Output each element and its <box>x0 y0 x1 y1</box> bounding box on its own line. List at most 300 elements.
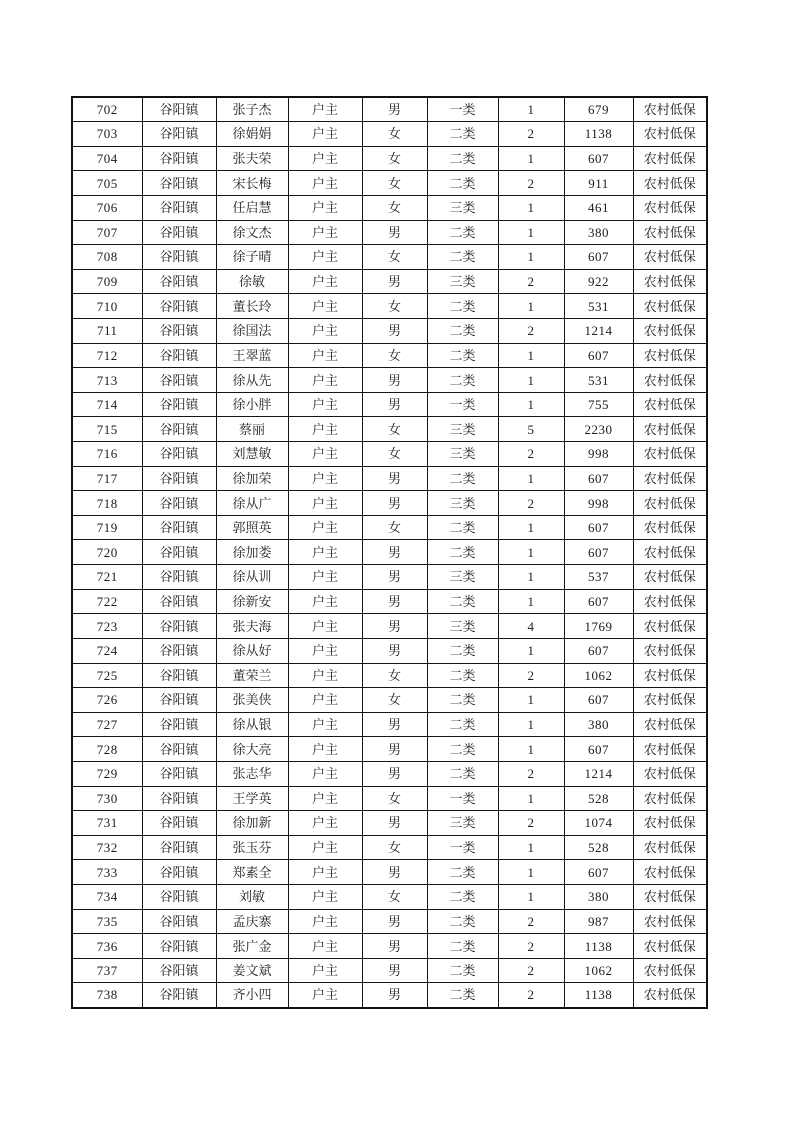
cell-category: 二类 <box>427 860 498 885</box>
cell-town: 谷阳镇 <box>142 786 216 811</box>
cell-relation-to-head: 户主 <box>288 417 362 442</box>
cell-serial-number: 711 <box>72 318 142 343</box>
cell-person-count: 2 <box>498 318 564 343</box>
cell-amount: 911 <box>564 171 633 196</box>
cell-assistance-type: 农村低保 <box>633 589 707 614</box>
cell-category: 一类 <box>427 786 498 811</box>
cell-relation-to-head: 户主 <box>288 958 362 983</box>
cell-town: 谷阳镇 <box>142 220 216 245</box>
cell-person-count: 1 <box>498 885 564 910</box>
cell-serial-number: 729 <box>72 761 142 786</box>
cell-assistance-type: 农村低保 <box>633 540 707 565</box>
cell-category: 二类 <box>427 245 498 270</box>
cell-amount: 607 <box>564 515 633 540</box>
cell-person-count: 2 <box>498 663 564 688</box>
cell-name: 郭照英 <box>216 515 288 540</box>
cell-name: 张夫海 <box>216 614 288 639</box>
cell-serial-number: 706 <box>72 195 142 220</box>
cell-amount: 607 <box>564 638 633 663</box>
cell-assistance-type: 农村低保 <box>633 146 707 171</box>
cell-relation-to-head: 户主 <box>288 589 362 614</box>
cell-name: 郑素全 <box>216 860 288 885</box>
cell-town: 谷阳镇 <box>142 983 216 1008</box>
cell-name: 徐娟娟 <box>216 122 288 147</box>
cell-category: 一类 <box>427 835 498 860</box>
cell-gender: 男 <box>362 860 427 885</box>
cell-name: 徐从好 <box>216 638 288 663</box>
cell-person-count: 1 <box>498 146 564 171</box>
cell-person-count: 2 <box>498 491 564 516</box>
cell-category: 二类 <box>427 663 498 688</box>
table-row <box>72 860 707 885</box>
cell-name: 徐从银 <box>216 712 288 737</box>
cell-amount: 380 <box>564 220 633 245</box>
cell-assistance-type: 农村低保 <box>633 466 707 491</box>
cell-serial-number: 704 <box>72 146 142 171</box>
table-row <box>72 417 707 442</box>
cell-relation-to-head: 户主 <box>288 442 362 467</box>
cell-serial-number: 708 <box>72 245 142 270</box>
cell-serial-number: 717 <box>72 466 142 491</box>
cell-assistance-type: 农村低保 <box>633 491 707 516</box>
cell-name: 齐小四 <box>216 983 288 1008</box>
cell-person-count: 1 <box>498 97 564 122</box>
table-row <box>72 97 707 122</box>
cell-assistance-type: 农村低保 <box>633 122 707 147</box>
cell-amount: 1138 <box>564 934 633 959</box>
cell-assistance-type: 农村低保 <box>633 712 707 737</box>
cell-town: 谷阳镇 <box>142 417 216 442</box>
cell-town: 谷阳镇 <box>142 565 216 590</box>
cell-relation-to-head: 户主 <box>288 909 362 934</box>
cell-town: 谷阳镇 <box>142 122 216 147</box>
cell-gender: 女 <box>362 786 427 811</box>
cell-serial-number: 718 <box>72 491 142 516</box>
cell-serial-number: 714 <box>72 392 142 417</box>
table-row <box>72 466 707 491</box>
cell-gender: 女 <box>362 245 427 270</box>
table-row <box>72 835 707 860</box>
cell-amount: 998 <box>564 491 633 516</box>
table-row <box>72 663 707 688</box>
cell-relation-to-head: 户主 <box>288 171 362 196</box>
cell-assistance-type: 农村低保 <box>633 269 707 294</box>
cell-serial-number: 722 <box>72 589 142 614</box>
table-row <box>72 540 707 565</box>
cell-serial-number: 719 <box>72 515 142 540</box>
cell-assistance-type: 农村低保 <box>633 761 707 786</box>
cell-person-count: 2 <box>498 934 564 959</box>
cell-person-count: 2 <box>498 269 564 294</box>
table-row <box>72 442 707 467</box>
cell-name: 张志华 <box>216 761 288 786</box>
cell-person-count: 5 <box>498 417 564 442</box>
table-row <box>72 614 707 639</box>
cell-gender: 男 <box>362 983 427 1008</box>
cell-person-count: 1 <box>498 368 564 393</box>
cell-assistance-type: 农村低保 <box>633 318 707 343</box>
cell-amount: 607 <box>564 343 633 368</box>
cell-relation-to-head: 户主 <box>288 220 362 245</box>
cell-person-count: 1 <box>498 466 564 491</box>
cell-name: 宋长梅 <box>216 171 288 196</box>
cell-serial-number: 721 <box>72 565 142 590</box>
cell-amount: 998 <box>564 442 633 467</box>
cell-person-count: 1 <box>498 220 564 245</box>
cell-gender: 女 <box>362 171 427 196</box>
cell-town: 谷阳镇 <box>142 146 216 171</box>
cell-assistance-type: 农村低保 <box>633 171 707 196</box>
cell-gender: 男 <box>362 392 427 417</box>
cell-assistance-type: 农村低保 <box>633 688 707 713</box>
cell-gender: 男 <box>362 466 427 491</box>
cell-category: 二类 <box>427 368 498 393</box>
table-row <box>72 343 707 368</box>
cell-amount: 607 <box>564 589 633 614</box>
cell-serial-number: 737 <box>72 958 142 983</box>
cell-serial-number: 732 <box>72 835 142 860</box>
cell-amount: 537 <box>564 565 633 590</box>
table-row <box>72 909 707 934</box>
table-row <box>72 195 707 220</box>
table-row <box>72 786 707 811</box>
cell-category: 一类 <box>427 392 498 417</box>
table-row <box>72 688 707 713</box>
cell-town: 谷阳镇 <box>142 761 216 786</box>
table-row <box>72 958 707 983</box>
welfare-list-table-container <box>71 96 708 1009</box>
cell-relation-to-head: 户主 <box>288 245 362 270</box>
cell-person-count: 1 <box>498 245 564 270</box>
cell-town: 谷阳镇 <box>142 688 216 713</box>
cell-assistance-type: 农村低保 <box>633 909 707 934</box>
cell-amount: 1074 <box>564 811 633 836</box>
cell-category: 二类 <box>427 958 498 983</box>
cell-name: 徐从广 <box>216 491 288 516</box>
cell-person-count: 1 <box>498 688 564 713</box>
cell-amount: 1769 <box>564 614 633 639</box>
cell-relation-to-head: 户主 <box>288 614 362 639</box>
cell-category: 二类 <box>427 515 498 540</box>
cell-category: 三类 <box>427 417 498 442</box>
cell-town: 谷阳镇 <box>142 491 216 516</box>
cell-person-count: 1 <box>498 737 564 762</box>
cell-assistance-type: 农村低保 <box>633 294 707 319</box>
cell-amount: 380 <box>564 885 633 910</box>
cell-amount: 1138 <box>564 122 633 147</box>
cell-assistance-type: 农村低保 <box>633 442 707 467</box>
cell-relation-to-head: 户主 <box>288 786 362 811</box>
cell-name: 徐大亮 <box>216 737 288 762</box>
cell-assistance-type: 农村低保 <box>633 392 707 417</box>
cell-person-count: 1 <box>498 540 564 565</box>
cell-gender: 男 <box>362 934 427 959</box>
cell-gender: 男 <box>362 589 427 614</box>
cell-town: 谷阳镇 <box>142 442 216 467</box>
cell-serial-number: 702 <box>72 97 142 122</box>
cell-amount: 607 <box>564 737 633 762</box>
table-row <box>72 245 707 270</box>
cell-amount: 380 <box>564 712 633 737</box>
cell-assistance-type: 农村低保 <box>633 934 707 959</box>
cell-amount: 987 <box>564 909 633 934</box>
cell-gender: 男 <box>362 958 427 983</box>
cell-name: 徐加娄 <box>216 540 288 565</box>
cell-serial-number: 728 <box>72 737 142 762</box>
cell-category: 三类 <box>427 442 498 467</box>
cell-town: 谷阳镇 <box>142 466 216 491</box>
cell-relation-to-head: 户主 <box>288 515 362 540</box>
cell-amount: 607 <box>564 245 633 270</box>
cell-relation-to-head: 户主 <box>288 565 362 590</box>
cell-serial-number: 707 <box>72 220 142 245</box>
cell-serial-number: 713 <box>72 368 142 393</box>
cell-name: 徐从先 <box>216 368 288 393</box>
cell-name: 徐加荣 <box>216 466 288 491</box>
cell-serial-number: 720 <box>72 540 142 565</box>
cell-category: 二类 <box>427 146 498 171</box>
cell-assistance-type: 农村低保 <box>633 638 707 663</box>
cell-amount: 1214 <box>564 318 633 343</box>
cell-person-count: 2 <box>498 958 564 983</box>
cell-person-count: 4 <box>498 614 564 639</box>
cell-amount: 922 <box>564 269 633 294</box>
table-row <box>72 885 707 910</box>
cell-assistance-type: 农村低保 <box>633 811 707 836</box>
cell-assistance-type: 农村低保 <box>633 515 707 540</box>
cell-category: 二类 <box>427 688 498 713</box>
cell-category: 二类 <box>427 934 498 959</box>
cell-person-count: 2 <box>498 761 564 786</box>
cell-assistance-type: 农村低保 <box>633 195 707 220</box>
cell-amount: 1062 <box>564 663 633 688</box>
cell-relation-to-head: 户主 <box>288 737 362 762</box>
cell-serial-number: 736 <box>72 934 142 959</box>
cell-town: 谷阳镇 <box>142 343 216 368</box>
cell-gender: 男 <box>362 97 427 122</box>
cell-assistance-type: 农村低保 <box>633 835 707 860</box>
cell-serial-number: 730 <box>72 786 142 811</box>
cell-amount: 607 <box>564 540 633 565</box>
cell-name: 徐小胖 <box>216 392 288 417</box>
cell-category: 三类 <box>427 195 498 220</box>
cell-category: 二类 <box>427 122 498 147</box>
cell-category: 二类 <box>427 343 498 368</box>
cell-gender: 男 <box>362 491 427 516</box>
cell-gender: 男 <box>362 318 427 343</box>
cell-gender: 男 <box>362 811 427 836</box>
cell-gender: 男 <box>362 614 427 639</box>
cell-town: 谷阳镇 <box>142 318 216 343</box>
table-row <box>72 318 707 343</box>
cell-town: 谷阳镇 <box>142 515 216 540</box>
table-row <box>72 761 707 786</box>
cell-relation-to-head: 户主 <box>288 491 362 516</box>
cell-gender: 男 <box>362 269 427 294</box>
cell-relation-to-head: 户主 <box>288 885 362 910</box>
cell-town: 谷阳镇 <box>142 811 216 836</box>
cell-assistance-type: 农村低保 <box>633 97 707 122</box>
cell-gender: 女 <box>362 417 427 442</box>
cell-relation-to-head: 户主 <box>288 860 362 885</box>
cell-person-count: 2 <box>498 983 564 1008</box>
cell-name: 张夫荣 <box>216 146 288 171</box>
cell-town: 谷阳镇 <box>142 540 216 565</box>
cell-town: 谷阳镇 <box>142 97 216 122</box>
cell-serial-number: 738 <box>72 983 142 1008</box>
cell-town: 谷阳镇 <box>142 958 216 983</box>
cell-category: 三类 <box>427 614 498 639</box>
table-row <box>72 491 707 516</box>
cell-town: 谷阳镇 <box>142 294 216 319</box>
cell-name: 王翠蓝 <box>216 343 288 368</box>
cell-relation-to-head: 户主 <box>288 122 362 147</box>
cell-amount: 607 <box>564 466 633 491</box>
cell-amount: 1138 <box>564 983 633 1008</box>
table-row <box>72 638 707 663</box>
cell-town: 谷阳镇 <box>142 737 216 762</box>
cell-name: 蔡丽 <box>216 417 288 442</box>
cell-gender: 男 <box>362 712 427 737</box>
cell-category: 三类 <box>427 811 498 836</box>
cell-amount: 1214 <box>564 761 633 786</box>
table-row <box>72 737 707 762</box>
table-row <box>72 220 707 245</box>
cell-amount: 531 <box>564 368 633 393</box>
cell-relation-to-head: 户主 <box>288 663 362 688</box>
table-row <box>72 712 707 737</box>
cell-person-count: 2 <box>498 171 564 196</box>
cell-amount: 2230 <box>564 417 633 442</box>
cell-gender: 女 <box>362 343 427 368</box>
table-row <box>72 146 707 171</box>
cell-category: 二类 <box>427 318 498 343</box>
cell-name: 刘敏 <box>216 885 288 910</box>
cell-amount: 607 <box>564 146 633 171</box>
cell-person-count: 1 <box>498 786 564 811</box>
cell-category: 二类 <box>427 171 498 196</box>
table-row <box>72 368 707 393</box>
cell-amount: 531 <box>564 294 633 319</box>
cell-serial-number: 731 <box>72 811 142 836</box>
cell-gender: 女 <box>362 195 427 220</box>
cell-name: 董荣兰 <box>216 663 288 688</box>
cell-serial-number: 703 <box>72 122 142 147</box>
cell-relation-to-head: 户主 <box>288 540 362 565</box>
cell-assistance-type: 农村低保 <box>633 958 707 983</box>
table-row <box>72 171 707 196</box>
cell-relation-to-head: 户主 <box>288 146 362 171</box>
records-table-body <box>72 97 707 1008</box>
cell-name: 徐加新 <box>216 811 288 836</box>
table-row <box>72 565 707 590</box>
cell-relation-to-head: 户主 <box>288 638 362 663</box>
cell-person-count: 1 <box>498 515 564 540</box>
cell-name: 张玉芬 <box>216 835 288 860</box>
cell-person-count: 2 <box>498 909 564 934</box>
cell-assistance-type: 农村低保 <box>633 343 707 368</box>
cell-gender: 男 <box>362 909 427 934</box>
cell-category: 二类 <box>427 737 498 762</box>
cell-name: 张美侠 <box>216 688 288 713</box>
cell-serial-number: 726 <box>72 688 142 713</box>
cell-person-count: 2 <box>498 442 564 467</box>
cell-serial-number: 735 <box>72 909 142 934</box>
cell-serial-number: 709 <box>72 269 142 294</box>
cell-serial-number: 724 <box>72 638 142 663</box>
cell-serial-number: 725 <box>72 663 142 688</box>
cell-relation-to-head: 户主 <box>288 761 362 786</box>
cell-gender: 女 <box>362 122 427 147</box>
cell-gender: 男 <box>362 565 427 590</box>
cell-category: 三类 <box>427 269 498 294</box>
table-row <box>72 294 707 319</box>
table-row <box>72 589 707 614</box>
cell-town: 谷阳镇 <box>142 638 216 663</box>
cell-serial-number: 710 <box>72 294 142 319</box>
cell-town: 谷阳镇 <box>142 663 216 688</box>
cell-person-count: 1 <box>498 565 564 590</box>
cell-name: 姜文斌 <box>216 958 288 983</box>
cell-amount: 461 <box>564 195 633 220</box>
cell-category: 二类 <box>427 540 498 565</box>
cell-town: 谷阳镇 <box>142 934 216 959</box>
cell-gender: 男 <box>362 540 427 565</box>
cell-person-count: 2 <box>498 122 564 147</box>
cell-person-count: 1 <box>498 343 564 368</box>
cell-relation-to-head: 户主 <box>288 934 362 959</box>
cell-name: 徐敏 <box>216 269 288 294</box>
cell-relation-to-head: 户主 <box>288 294 362 319</box>
cell-person-count: 1 <box>498 638 564 663</box>
cell-relation-to-head: 户主 <box>288 811 362 836</box>
cell-relation-to-head: 户主 <box>288 368 362 393</box>
cell-name: 张广金 <box>216 934 288 959</box>
cell-category: 三类 <box>427 565 498 590</box>
cell-serial-number: 734 <box>72 885 142 910</box>
cell-name: 刘慧敏 <box>216 442 288 467</box>
cell-assistance-type: 农村低保 <box>633 614 707 639</box>
cell-gender: 女 <box>362 294 427 319</box>
cell-person-count: 1 <box>498 860 564 885</box>
cell-serial-number: 715 <box>72 417 142 442</box>
cell-assistance-type: 农村低保 <box>633 565 707 590</box>
cell-name: 王学英 <box>216 786 288 811</box>
cell-town: 谷阳镇 <box>142 589 216 614</box>
cell-relation-to-head: 户主 <box>288 835 362 860</box>
table-row <box>72 934 707 959</box>
cell-category: 二类 <box>427 466 498 491</box>
cell-assistance-type: 农村低保 <box>633 860 707 885</box>
cell-name: 任启慧 <box>216 195 288 220</box>
rural-subsistence-allowance-table <box>71 96 708 1009</box>
cell-person-count: 1 <box>498 195 564 220</box>
table-row <box>72 122 707 147</box>
cell-category: 二类 <box>427 589 498 614</box>
table-row <box>72 269 707 294</box>
cell-assistance-type: 农村低保 <box>633 885 707 910</box>
cell-assistance-type: 农村低保 <box>633 786 707 811</box>
cell-amount: 528 <box>564 835 633 860</box>
cell-amount: 607 <box>564 860 633 885</box>
cell-town: 谷阳镇 <box>142 171 216 196</box>
cell-town: 谷阳镇 <box>142 614 216 639</box>
cell-name: 徐文杰 <box>216 220 288 245</box>
table-row <box>72 983 707 1008</box>
cell-relation-to-head: 户主 <box>288 343 362 368</box>
table-row <box>72 515 707 540</box>
cell-town: 谷阳镇 <box>142 860 216 885</box>
